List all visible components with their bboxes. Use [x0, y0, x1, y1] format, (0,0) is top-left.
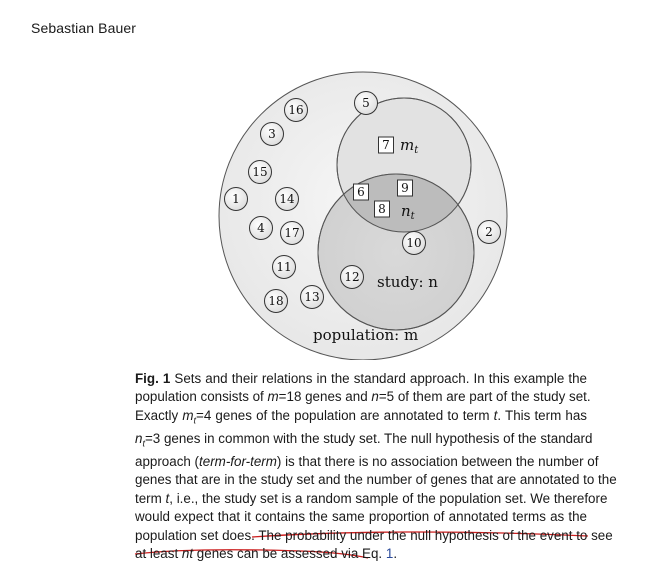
label-study: study: n [377, 273, 438, 291]
caption-line-6: genes that are in the study set and the number of genes that are annotated to the [135, 472, 617, 488]
node-12-label: 12 [344, 270, 360, 284]
caption-line-2: population consists of m=18 genes and n=5 of them are part of the study set. [135, 389, 591, 405]
node-11-label: 11 [276, 260, 292, 274]
equation-link[interactable]: 1 [385, 546, 394, 561]
node-18-label: 18 [268, 294, 284, 308]
caption-line-4: $n_t=3$ genes in common with the study set. The null hypothesis of the standard [135, 430, 593, 449]
node-2-label: 2 [485, 225, 493, 239]
caption-line-8: would expect that it contains the same proportion of annotated terms as the [135, 509, 587, 525]
node-17-label: 17 [284, 226, 300, 240]
author-name: Sebastian Bauer [31, 20, 137, 36]
caption-line-3: Exactly $m_t=4$ genes of the population are annotated to term t. This term has [135, 407, 587, 426]
node-15-label: 15 [252, 165, 268, 179]
node-10-label: 10 [406, 236, 422, 250]
node-14-label: 14 [279, 192, 295, 206]
caption-line-9: population set does. The probability under the null hypothesis of the event to see [135, 527, 613, 543]
label-mt: $m_t$ [400, 136, 419, 156]
figure-caption [135, 370, 617, 563]
node-16-label: 16 [288, 103, 304, 117]
node-5-label: 5 [362, 96, 370, 110]
label-population: population: m [313, 326, 419, 344]
node-6-label: 6 [357, 185, 365, 199]
caption-line-10: at least nt genes can be assessed via Eq. 1. [135, 546, 398, 561]
node-4-label: 4 [257, 221, 265, 235]
node-8-label: 8 [378, 202, 386, 216]
caption-line-5: approach (term-for-term) is that there is no association between the number of [135, 453, 599, 469]
node-9-label: 9 [401, 181, 409, 195]
node-1-label: 1 [232, 192, 240, 206]
fig-label: Fig. 1 [135, 371, 171, 386]
label-nt: $n_t$ [401, 202, 415, 222]
node-13-label: 13 [304, 290, 320, 304]
caption-line-1: Fig. 1 Sets and their relations in the standard approach. In this example the [135, 371, 587, 386]
node-7-label: 7 [382, 138, 390, 152]
caption-line-7: term t, i.e., the study set is a random sample of the population set. We therefore [135, 490, 608, 506]
node-3-label: 3 [268, 127, 276, 141]
